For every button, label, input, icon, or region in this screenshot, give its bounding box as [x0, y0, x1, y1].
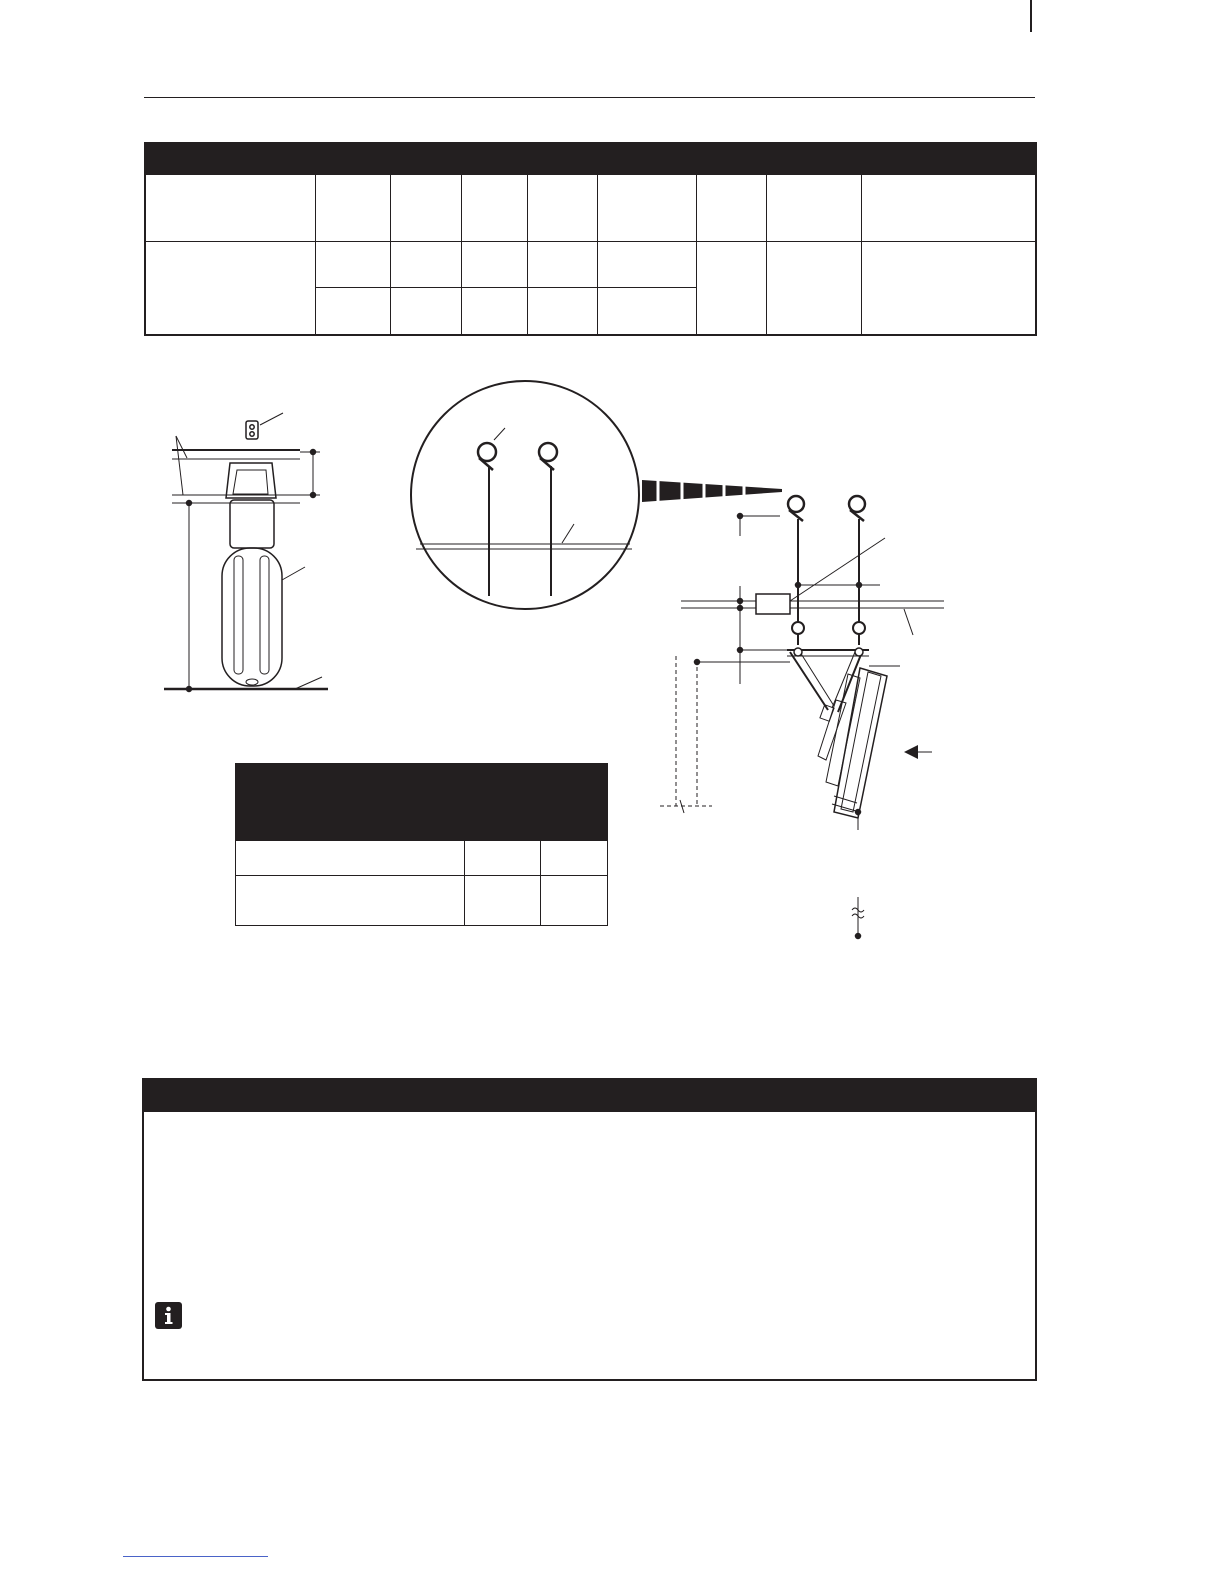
front-view-heater	[660, 496, 944, 939]
clearance-cell	[465, 841, 540, 875]
clearance-row-label	[236, 841, 464, 875]
info-icon	[155, 1302, 182, 1329]
hanger-hook-icon	[539, 443, 557, 596]
side-view-heater	[164, 413, 328, 692]
footer-link[interactable]	[123, 1556, 268, 1557]
arrow-icon	[904, 745, 918, 759]
hanger-hook-icon	[478, 428, 505, 596]
clearance-cell	[541, 876, 607, 925]
clearance-cell	[465, 876, 540, 925]
hanger-hook-icon	[849, 496, 865, 521]
clearance-table	[235, 763, 608, 926]
hanger-hook-icon	[788, 496, 804, 521]
hanger-hook-icon	[246, 413, 283, 439]
clearance-cell	[541, 841, 607, 875]
notes-panel	[142, 1078, 1037, 1381]
detail-magnifier	[411, 381, 782, 609]
clearance-table-header	[236, 764, 607, 841]
clearance-row-label	[236, 876, 464, 925]
notes-panel-header	[144, 1080, 1035, 1112]
